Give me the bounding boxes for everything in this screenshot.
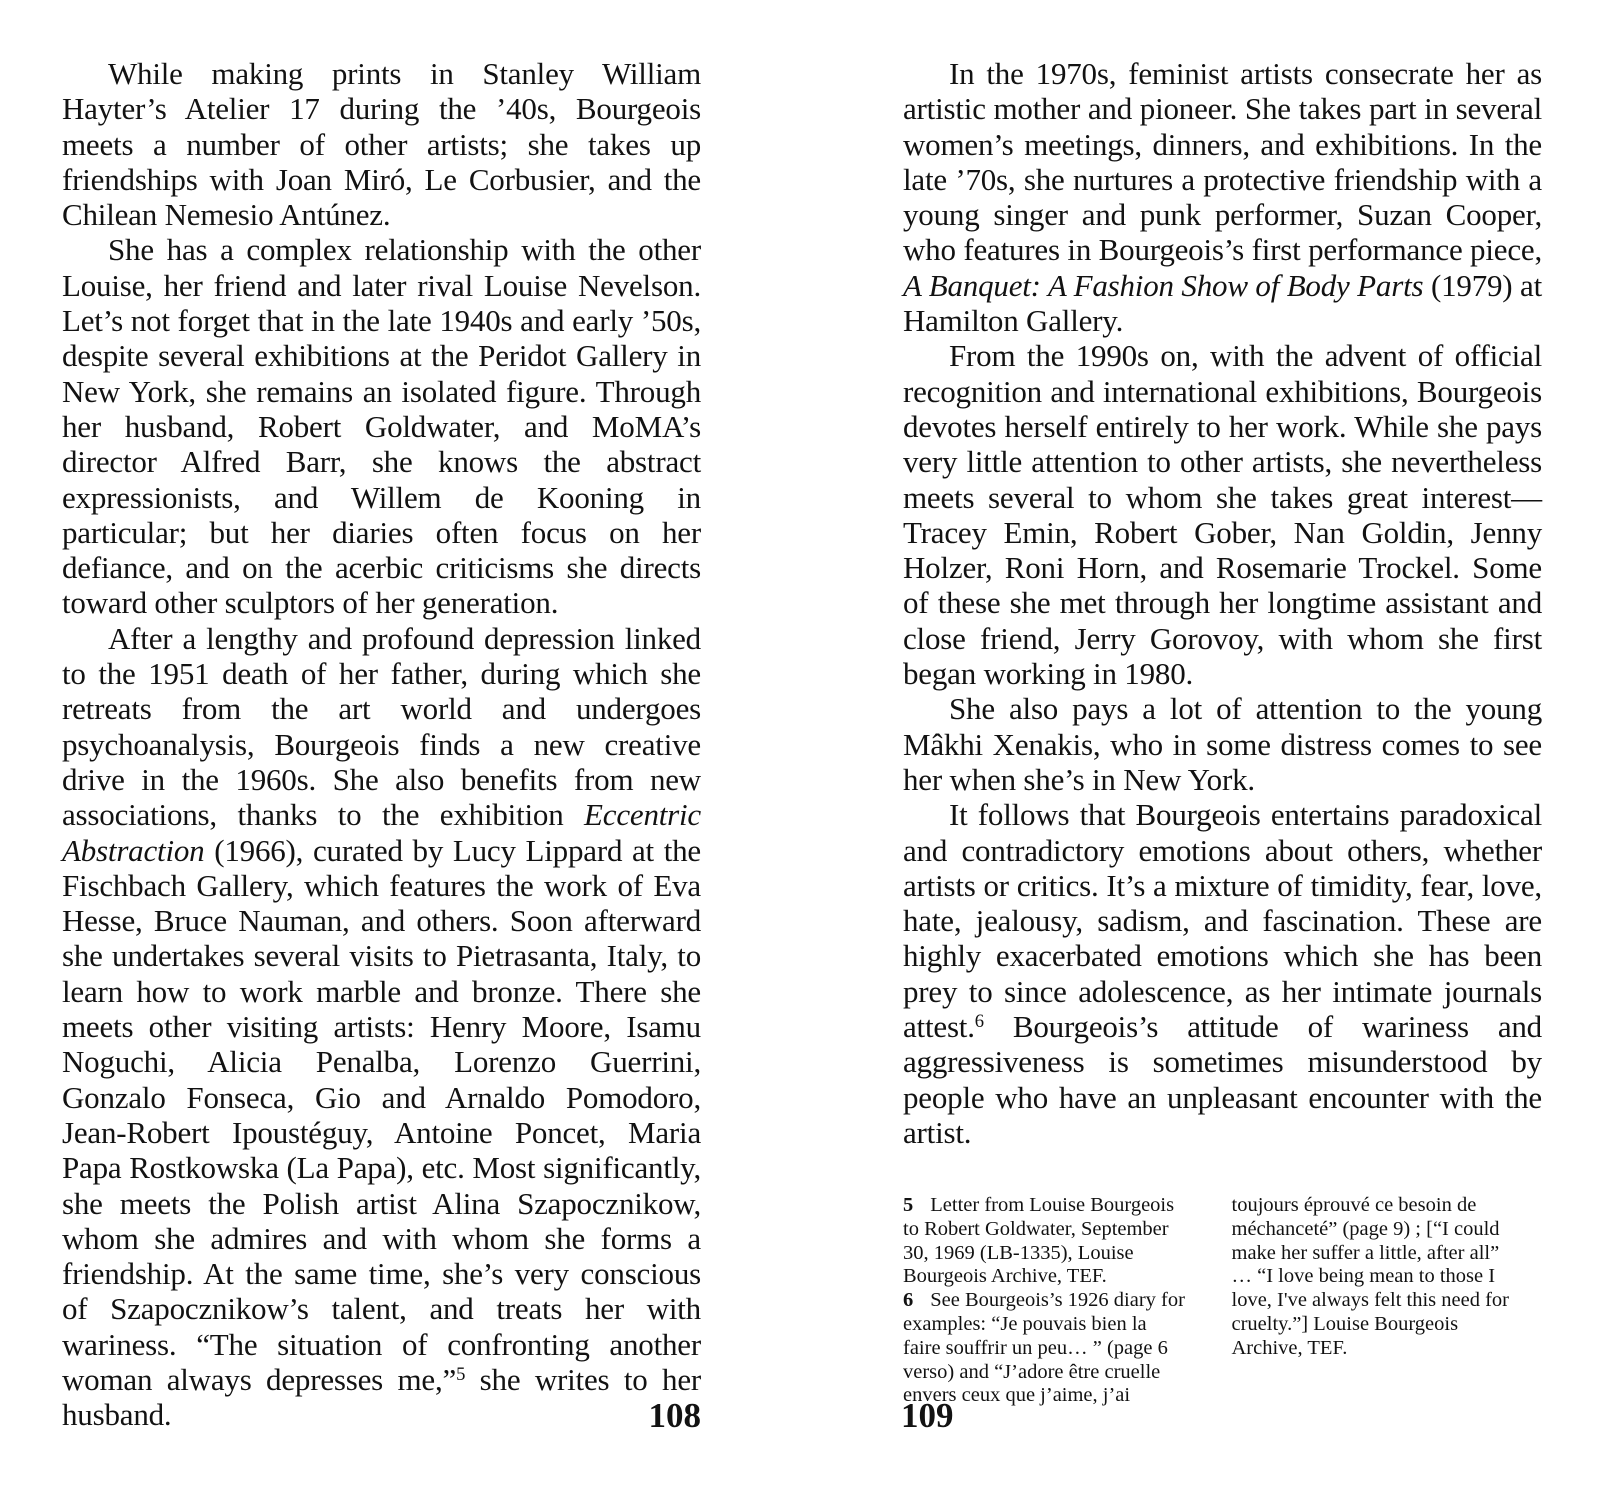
text-run: she writes to her husband. (62, 1361, 701, 1433)
text-run: It follows that Bourgeois entertains paradoxical and contradictory emotions about others, whether artists or critics. It’s a mixture of timidity, fear, love, hate, jealousy, sadism, and fascination. These are highly exacerbated emotions which she has been prey to since adolescence, as her intimate journals attest. (903, 797, 1542, 1045)
body-paragraph (62, 56, 701, 232)
text-run: While making prints in Stanley William Hayter’s Atelier 17 during the ’40s, Bourgeois meets a number of other artists; she takes up friendships with Joan Miró, Le Corbusier, and the Chilean Nemesio Antúnez. (62, 56, 701, 233)
footnote (903, 1194, 1187, 1289)
body-paragraph (62, 232, 701, 620)
text-run: After a lengthy and profound depression linked to the 1951 death of her father, during which she retreats from the art world and undergoes psychoanalysis, Bourgeois finds a new creative drive in the 1960s. She also benefits from new associations, thanks to the exhibition (62, 620, 701, 833)
body-paragraph (903, 797, 1542, 1150)
page-number-right: 109 (901, 1396, 954, 1435)
body-paragraph (903, 338, 1542, 691)
page-number-left: 108 (648, 1396, 701, 1435)
footnote-text: Letter from Louise Bourgeois to Robert Goldwater, September 30, 1969 (LB-1335), Louise Bourgeois Archive, TEF. (903, 1194, 1175, 1288)
text-run: Bourgeois’s attitude of wariness and aggressiveness is sometimes misunderstood by people who have an unpleasant encounter with the artist. (903, 1009, 1542, 1150)
text-run: She has a complex relationship with the other Louise, her friend and later rival Louise Nevelson. Let’s not forget that in the late 1940s and early ’50s, despite several exhibitions at the Peridot Gallery in New York, she remains an isolated figure. Through her husband, Robert Goldwater, and MoMA’s director Alfred Barr, she knows the abstract expressionists, and Willem de Kooning in particular; but her diaries often focus on her defiance, and on the acerbic criticisms she directs toward other sculptors of her generation. (62, 232, 701, 621)
text-run: From the 1990s on, with the advent of official recognition and international exhibitions, Bourgeois devotes herself entirely to her work. While she pays very little attention to other artists, she nevertheless meets several to whom she takes great interest—Tracey Emin, Robert Gober, Nan Goldin, Jenny Holzer, Roni Horn, and Rosemarie Trockel. Some of these she met through her longtime assistant and close friend, Jerry Gorovoy, with whom she first began working in 1980. (903, 338, 1542, 692)
footnotes-block (903, 1194, 1515, 1410)
footnote-reference: 6 (974, 1010, 984, 1032)
left-page-text-column (62, 56, 701, 1433)
italic-title-run: A Banquet: A Fashion Show of Body Parts (903, 267, 1424, 303)
body-paragraph (903, 691, 1542, 797)
footnote-number: 6 (903, 1289, 914, 1312)
text-run: (1966), curated by Lucy Lippard at the Fischbach Gallery, which features the work of Eva Hesse, Bruce Nauman, and others. Soon afterward she undertakes several visits to Pietrasanta, Italy, to learn how to work marble and bronze. There she meets other visiting artists: Henry Moore, Isamu Noguchi, Alicia Penalba, Lorenzo Guerrini, Gonzalo Fonseca, Gio and Arnaldo Pomodoro, Jean-Robert Ipoustéguy, Antoine Poncet, Maria Papa Rostkowska (La Papa), etc. Most significantly, she meets the Polish artist Alina Szapocznikow, whom she admires and with whom she forms a friendship. At the same time, she’s very conscious of Szapocznikow’s talent, and treats her with wariness. “The situation of confronting another woman always depresses me,” (62, 832, 701, 1397)
text-run: She also pays a lot of attention to the young Mâkhi Xenakis, who in some distress comes to see her when she’s in New York. (903, 691, 1542, 797)
text-run: (1979) at Hamilton Gallery. (903, 267, 1542, 339)
right-page-text-column (903, 56, 1542, 1150)
footnote-text: See Bourgeois’s 1926 diary for examples: “Je pouvais bien la faire souffrir un peu… ” (page 6 verso) and “J’adore être cruelle envers ceux que j’aime, j’ai toujours éprouvé ce besoin de méchanceté” (page 9) ; [“I could make her suffer a little, after all” … “I love being mean to those I love, I've always felt this need for cruelty.”] Louise Bourgeois Archive, TEF. (903, 1194, 1510, 1407)
footnote-number: 5 (903, 1194, 914, 1216)
body-paragraph (62, 621, 701, 1433)
footnote-reference: 5 (456, 1363, 466, 1385)
body-paragraph (903, 56, 1542, 338)
text-run: In the 1970s, feminist artists consecrate her as artistic mother and pioneer. She takes part in several women’s meetings, dinners, and exhibitions. In the late ’70s, she nurtures a protective friendship with a young singer and punk performer, Suzan Cooper, who features in Bourgeois’s first performance piece, (903, 56, 1542, 268)
italic-title-run: Eccentric Abstraction (62, 797, 701, 868)
